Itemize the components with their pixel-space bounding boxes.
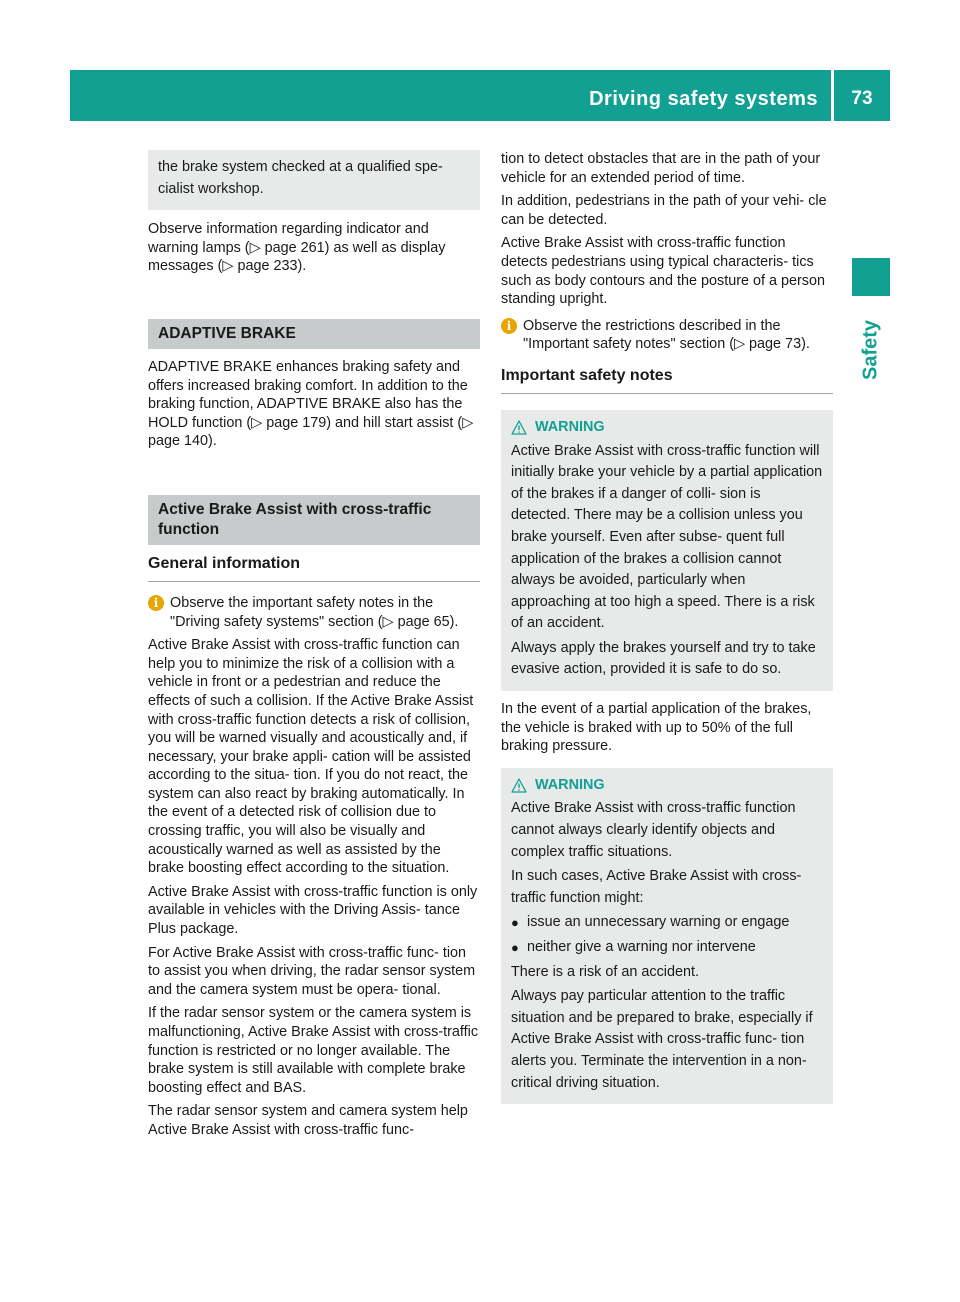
warning-box: [501, 768, 833, 1104]
warning-label: WARNING: [535, 418, 605, 435]
indicator-lamps-paragraph: Observe information regarding indicator and warning lamps (▷ page 261) as well as display messages (▷ page 233).: [148, 221, 446, 275]
body-paragraph: For Active Brake Assist with cross-traffic func- tion to assist you when driving, the radar sensor system and the camera system must be opera- tional.: [148, 944, 476, 998]
continued-warning-box: [148, 150, 480, 210]
info-note: [501, 317, 833, 354]
info-icon: i: [501, 318, 517, 334]
partial-braking-paragraph: In the event of a partial application of the brakes, the vehicle is braked with up to 50% of the full braking pressure.: [501, 701, 812, 755]
body-paragraph: tion to detect obstacles that are in the path of your vehicle for an extended period of time.: [501, 151, 821, 186]
side-tab-label: Safety: [859, 319, 882, 380]
info-note: [148, 594, 480, 631]
body-paragraph: If the radar sensor system or the camera system is malfunctioning, Active Brake Assist with cross-traffic function is restricted or no longer available. The brake system is still available with complete brake boosting effect and BAS.: [148, 1005, 479, 1096]
adaptive-brake-paragraph: ADAPTIVE BRAKE enhances braking safety and offers increased braking comfort. In addition to the braking function, ADAPTIVE BRAKE also has the HOLD function (▷ page 179) and hill start assist (▷ page 140).: [148, 358, 474, 450]
body-paragraph: Active Brake Assist with cross-traffic function can help you to minimize the risk of a collision with a vehicle in front or a pedestrian and reduce the effects of such a collision. If the Active Brake Assist with cross-traffic function detects a risk of collision, you will be warned visually and acoustically and, if necessary, your brake appli- cation will be assisted according to the situa- tion. If you do not react, the system can also react by braking automatically. In the event of a detected risk of collision due to crossing traffic, you will also be visually and acoustically warned as well as assisted by the brake boosting effect according to the situation.: [148, 637, 474, 877]
warning-text: Active Brake Assist with cross-traffic function will initially brake your vehicle by a partial application of the brakes if a danger of colli- sion is detected. There may be a collision unless you brake yourself. Even after subse- quent full application of the brakes a collision cannot always be avoided, particularly when approaching at too high a speed. There is a risk of an accident.: [511, 442, 823, 632]
warning-box: [501, 410, 833, 691]
bullet-icon: ●: [511, 940, 519, 955]
bullet-text: issue an unnecessary warning or engage: [527, 914, 790, 931]
side-tab-marker: [852, 258, 890, 296]
warning-triangle-icon: [511, 420, 527, 435]
section-title-active-brake-assist: Active Brake Assist with cross-traffic function: [148, 495, 480, 545]
warning-triangle-icon: [511, 778, 527, 793]
subheading-important-safety-notes: Important safety notes: [501, 366, 833, 394]
warning-text: Active Brake Assist with cross-traffic function cannot always clearly identify objects and complex traffic situations.: [511, 800, 796, 860]
right-column: [501, 150, 833, 1104]
info-note-text: Observe the restrictions described in the "Important safety notes" section (▷ page 73).: [523, 317, 810, 353]
body-paragraph: Active Brake Assist with cross-traffic function is only available in vehicles with the Driving Assis- tance Plus package.: [148, 883, 478, 938]
warning-header: [511, 417, 823, 439]
warning-header: [511, 775, 823, 797]
section-title-adaptive-brake: ADAPTIVE BRAKE: [148, 319, 480, 349]
warning-text: There is a risk of an accident.: [511, 963, 699, 980]
continued-warning-text: the brake system checked at a qualified spe- cialist workshop.: [158, 159, 443, 197]
body-paragraph: Active Brake Assist with cross-traffic function detects pedestrians using typical characteris- tics such as body contours and the posture of a person standing upright.: [501, 235, 826, 308]
page-header-title: Driving safety systems: [589, 88, 818, 110]
body-paragraph: The radar sensor system and camera system help Active Brake Assist with cross-traffic func-: [148, 1103, 468, 1138]
bullet-icon: ●: [511, 915, 519, 931]
warning-text: Always apply the brakes yourself and try to take evasive action, provided it is safe to do so.: [511, 639, 816, 678]
left-column: [148, 150, 480, 1145]
warning-label: WARNING: [535, 776, 605, 793]
warning-bullet: [511, 912, 823, 934]
warning-text: Always pay particular attention to the traffic situation and be prepared to brake, especially if Active Brake Assist with cross-traffic func- tion alerts you. Terminate the intervention in a non-critical driving situation.: [511, 988, 813, 1091]
warning-bullet: [511, 937, 823, 959]
page-number: 73: [851, 88, 873, 109]
info-icon: i: [148, 595, 164, 611]
info-note-text: Observe the important safety notes in the "Driving safety systems" section (▷ page 65).: [170, 594, 459, 630]
bullet-text: neither give a warning nor intervene: [527, 939, 756, 955]
subheading-general-information: General information: [148, 554, 480, 582]
body-paragraph: In addition, pedestrians in the path of your vehi- cle can be detected.: [501, 193, 827, 228]
warning-text: In such cases, Active Brake Assist with cross- traffic function might:: [511, 868, 802, 906]
